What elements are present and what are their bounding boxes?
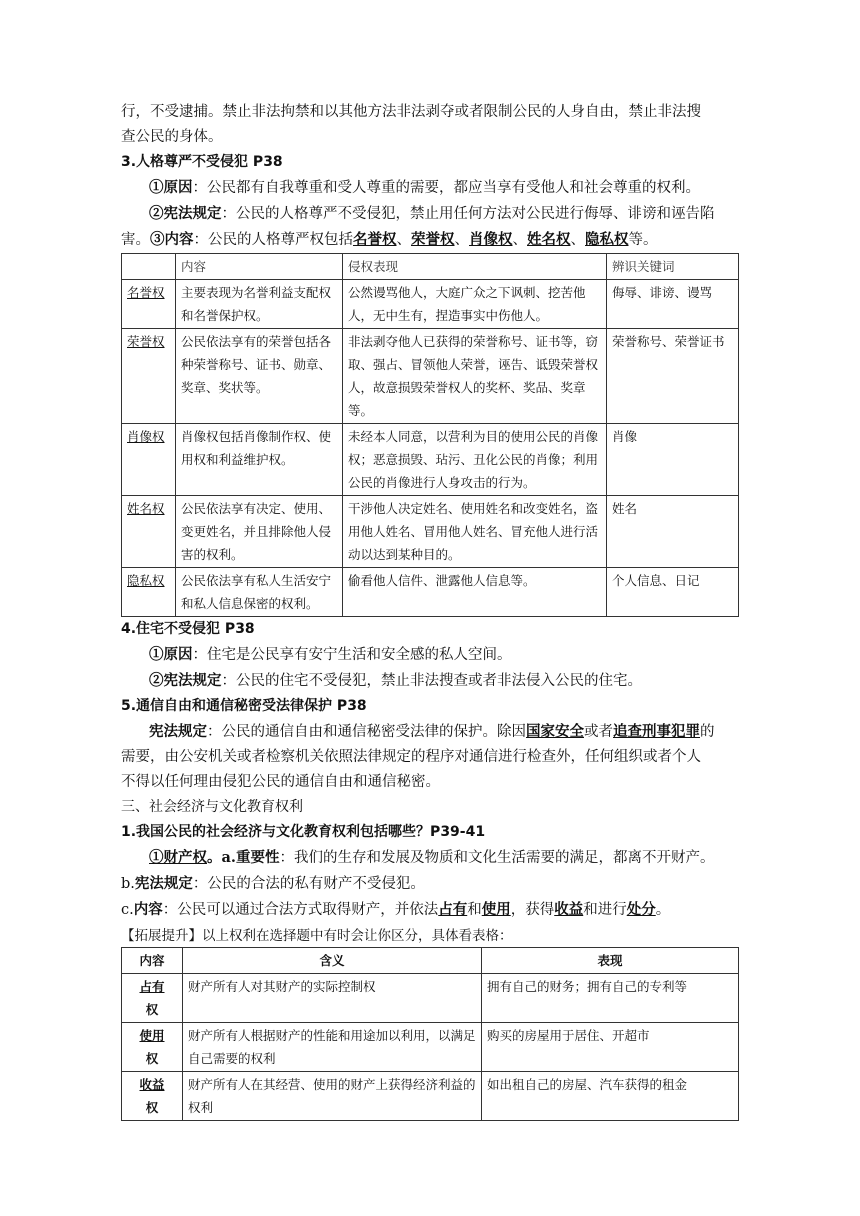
intro-line-2: 查公民的身体。 (121, 129, 223, 145)
header-infringe: 侵权表现 (343, 254, 607, 280)
keyword-use: 使用 (481, 901, 511, 918)
row-keywords: 荣誉称号、荣誉证书 (607, 329, 739, 424)
row-name: 名誉权 (122, 280, 176, 329)
row-keywords: 肖像 (607, 424, 739, 496)
right-suffix: 权 (145, 1100, 159, 1115)
b-label: 宪法规定 (134, 875, 193, 892)
s3-content-label: ③内容 (150, 231, 194, 248)
row-content: 公民依法享有决定、使用、变更姓名，并且排除他人侵害的权利。 (176, 496, 343, 568)
row-right (122, 1023, 183, 1072)
keyword-benefit: 收益 (554, 901, 584, 918)
table-row (122, 974, 739, 1023)
header-content: 内容 (122, 948, 183, 974)
right-yinsi: 隐私权 (585, 231, 629, 248)
right-rongyu: 荣誉权 (411, 231, 455, 248)
c-label: 内容 (133, 901, 163, 918)
part-3-title: 三、社会经济与文化教育权利 (121, 799, 303, 815)
header-blank (122, 254, 176, 280)
header-keywords: 辨识关键词 (607, 254, 739, 280)
c-text: 和 (467, 902, 482, 918)
s3-law-label: ②宪法规定 (149, 205, 222, 222)
property-right-a (121, 845, 739, 871)
row-name: 荣誉权 (122, 329, 176, 424)
property-right-b (121, 871, 739, 897)
table-row (122, 1072, 739, 1121)
table-header-row (122, 254, 739, 280)
row-keywords: 个人信息、日记 (607, 568, 739, 617)
row-example: 拥有自己的财务；拥有自己的专利等 (482, 974, 739, 1023)
right-suffix: 权 (145, 1051, 159, 1066)
row-content: 主要表现为名誉利益支配权和名誉保护权。 (176, 280, 343, 329)
table-row (122, 424, 739, 496)
right-xiaoxiang: 肖像权 (469, 231, 513, 248)
s5-line-3: 不得以任何理由侵犯公民的通信自由和通信秘密。 (121, 774, 440, 790)
row-meaning: 财产所有人对其财产的实际控制权 (183, 974, 482, 1023)
sep: 、 (512, 232, 527, 248)
row-name: 肖像权 (122, 424, 176, 496)
table-row (122, 280, 739, 329)
a-label: 。a.重要性 (207, 849, 280, 866)
table-row (122, 1023, 739, 1072)
row-infringe: 未经本人同意，以营利为目的使用公民的肖像权；恶意损毁、玷污、丑化公民的肖像；利用公民的肖像进行人身攻击的行为。 (343, 424, 607, 496)
c-text: 和进行 (583, 902, 627, 918)
table-row (122, 568, 739, 617)
sep: 、 (454, 232, 469, 248)
row-infringe: 公然谩骂他人，大庭广众之下讽刺、挖苦他人，无中生有，捏造事实中伤他人。 (343, 280, 607, 329)
s4-law-text: ：公民的住宅不受侵犯，禁止非法搜查或者非法侵入公民的住宅。 (221, 673, 642, 689)
personality-rights-table (121, 253, 739, 617)
keyword-possess: 占有 (438, 901, 468, 918)
s5-line-2: 需要，由公安机关或者检察机关依照法律规定的程序对通信进行检查外，任何组织或者个人 (121, 749, 701, 765)
s3-reason-text: ：公民都有自我尊重和受人尊重的需要，都应当享有受他人和社会尊重的权利。 (192, 180, 700, 196)
s4-law-label: ②宪法规定 (149, 672, 222, 689)
row-infringe: 偷看他人信件、泄露他人信息等。 (343, 568, 607, 617)
row-content: 公民依法享有私人生活安宁和私人信息保密的权利。 (176, 568, 343, 617)
s3-law (121, 201, 739, 227)
s5-text: 的 (700, 724, 715, 740)
s3-law-text2: 害。 (121, 232, 150, 248)
table-row (122, 496, 739, 568)
keyword-criminal-investigation: 追查刑事犯罪 (613, 723, 700, 740)
intro-line-1: 行，不受逮捕。禁止非法拘禁和以其他方法非法剥夺或者限制公民的人身自由，禁止非法搜 (121, 104, 701, 120)
row-infringe: 非法剥夺他人已获得的荣誉称号、证书等，窃取、强占、冒领他人荣誉，诬告、诋毁荣誉权人，故意损毁荣誉权人的奖杯、奖品、奖章等。 (343, 329, 607, 424)
header-content: 内容 (176, 254, 343, 280)
row-example: 如出租自己的房屋、汽车获得的租金 (482, 1072, 739, 1121)
row-right (122, 1072, 183, 1121)
row-content: 肖像权包括肖像制作权、使用权和利益维护权。 (176, 424, 343, 496)
section-3-heading: 3.人格尊严不受侵犯 P38 (121, 154, 283, 170)
s3-end: 等。 (628, 232, 658, 248)
s3-reason (121, 175, 739, 201)
row-right (122, 974, 183, 1023)
property-rights-table (121, 947, 739, 1121)
s4-reason-label: ①原因 (149, 646, 193, 663)
s5-law-label: 宪法规定 (149, 723, 207, 740)
s5-text: 或者 (584, 724, 613, 740)
row-content: 公民依法享有的荣誉包括各种荣誉称号、证书、勋章、奖章、奖状等。 (176, 329, 343, 424)
b-text: ：公民的合法的私有财产不受侵犯。 (192, 876, 425, 892)
header-example: 表现 (482, 948, 739, 974)
header-meaning: 含义 (183, 948, 482, 974)
right-mingyu: 名誉权 (353, 231, 397, 248)
section-4-heading: 4.住宅不受侵犯 P38 (121, 621, 255, 637)
question-1: 1.我国公民的社会经济与文化教育权利包括哪些？P39-41 (121, 824, 486, 840)
s3-law-text: ：公民的人格尊严不受侵犯，禁止用任何方法对公民进行侮辱、诽谤和诬告陷 (221, 206, 715, 222)
row-keywords: 侮辱、诽谤、谩骂 (607, 280, 739, 329)
extension-note: 【拓展提升】以上权利在选择题中有时会让你区分，具体看表格： (121, 928, 513, 944)
keyword-national-security: 国家安全 (526, 723, 584, 740)
c-text: 。 (655, 902, 671, 918)
table-row (122, 329, 739, 424)
s4-reason (121, 642, 739, 668)
right-suffix: 权 (145, 1002, 159, 1017)
row-keywords: 姓名 (607, 496, 739, 568)
right-xingming: 姓名权 (527, 231, 571, 248)
s5-text: ：公民的通信自由和通信秘密受法律的保护。除因 (207, 724, 526, 740)
s4-law (121, 668, 739, 694)
right-key: 收益 (139, 1077, 165, 1092)
keyword-dispose: 处分 (626, 901, 656, 918)
section-5-heading: 5.通信自由和通信秘密受法律保护 P38 (121, 698, 367, 714)
sep: 、 (570, 232, 585, 248)
right-key: 占有 (139, 979, 165, 994)
b-prefix: b. (121, 876, 135, 892)
row-meaning: 财产所有人根据财产的性能和用途加以利用，以满足自己需要的权利 (183, 1023, 482, 1072)
sep: 、 (396, 232, 411, 248)
row-infringe: 干涉他人决定姓名、使用姓名和改变姓名，盗用他人姓名、冒用他人姓名、冒充他人进行活动以达到某种目的。 (343, 496, 607, 568)
c-text: ：公民可以通过合法方式取得财产，并依法 (162, 902, 439, 918)
property-right-c (121, 897, 739, 923)
c-text: ，获得 (510, 902, 555, 918)
row-example: 购买的房屋用于居住、开超市 (482, 1023, 739, 1072)
s4-reason-text: ：住宅是公民享有安宁生活和安全感的私人空间。 (192, 647, 512, 663)
c-prefix: c. (121, 902, 134, 918)
s3-law-cont (121, 227, 739, 253)
table-header-row (122, 948, 739, 974)
right-key: 使用 (139, 1028, 165, 1043)
s5-line-1 (121, 719, 739, 745)
row-meaning: 财产所有人在其经营、使用的财产上获得经济利益的权利 (183, 1072, 482, 1121)
document-page (121, 100, 739, 1121)
a-text: ：我们的生存和发展及物质和文化生活需要的满足，都离不开财产。 (279, 850, 715, 866)
row-name: 姓名权 (122, 496, 176, 568)
property-right-label: ①财产权 (149, 849, 207, 866)
s3-reason-label: ①原因 (149, 179, 193, 196)
s3-content-text: ：公民的人格尊严权包括 (193, 232, 353, 248)
row-name: 隐私权 (122, 568, 176, 617)
